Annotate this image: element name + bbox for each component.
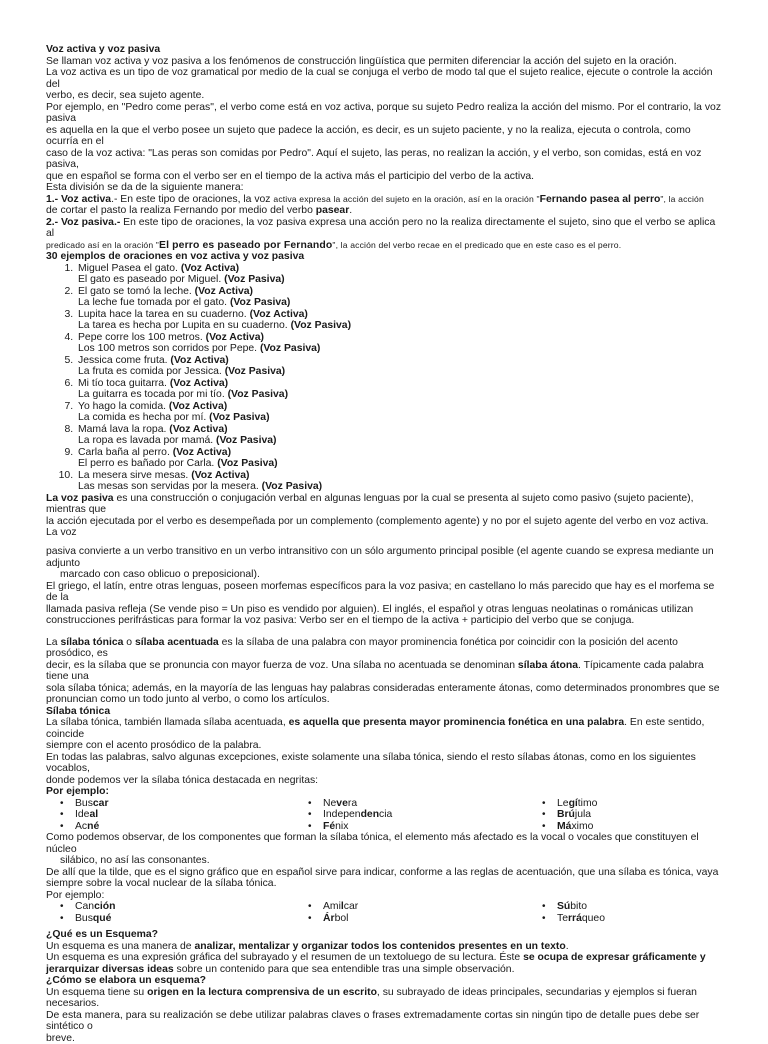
voz-section	[46, 44, 722, 539]
activa-definition: 1.- Voz activa.- En este tipo de oraciones, la voz activa expresa la acción del sujeto en la oración, así en la oración "Fernando pasea al perro", la acción	[46, 194, 722, 206]
activa-definition-cont: de cortar el pasto la realiza Fernando por medio del verbo pasear.	[46, 205, 722, 217]
intro-line: Esta división se da de la siguiente manera:	[46, 182, 722, 194]
intro-line: Por ejemplo, en "Pedro come peras", el verbo come está en voz activa, porque su sujeto Pedro realiza la acción del mismo. Por el contrario, la voz pasiva	[46, 102, 722, 125]
cont-line: construcciones perifrásticas para formar la voz pasiva: Verbo ser en el tiempo de la activa + participio del verbo que se conjuga.	[46, 615, 722, 627]
list-item: 6. Mi tío toca guitarra. (Voz Activa) La guitarra es tocada por mi tío. (Voz Pasiva)	[76, 378, 722, 401]
obs-line: Como podemos observar, de los componentes que forman la sílaba tónica, el elemento más afectado es la vocal o vocales que constituyen el núcleo	[46, 832, 722, 855]
list-item: • Ideal	[60, 809, 308, 821]
obs-line: Por ejemplo:	[46, 890, 722, 902]
esquema-line: Un esquema es una manera de analizar, mentalizar y organizar todos los contenidos presentes en un texto.	[46, 941, 722, 953]
list-item: • Buscar	[60, 798, 308, 810]
esquema-line: Un esquema tiene su origen en la lectura comprensiva de un escrito, su subrayado de ideas principales, secundarias y ejemplos si fueran necesarios.	[46, 987, 722, 1010]
silaba-line: pronuncian como un todo junto al verbo, o como los artículos.	[46, 694, 722, 706]
list-item: • Independencia	[308, 809, 542, 821]
esquema-line: jerarquizar diversas ideas sobre un contenido para que sea entendible tras una simple observación.	[46, 964, 722, 976]
silaba-line: siempre con el acento prosódico de la palabra.	[46, 740, 722, 752]
list-item: • Acné	[60, 821, 308, 833]
esquema-line: De esta manera, para su realización se debe utilizar palabras claves o frases extremadamente cortas sin ningún tipo de detalle pues debe ser sintético o	[46, 1010, 722, 1033]
examples-list	[46, 263, 722, 493]
closing-paragraph-cont: la acción ejecutada por el verbo es desempeñada por un complemento (complemento agente) y no por el sujeto agente del verbo en voz activa. La voz	[46, 516, 722, 539]
list-item: 9. Carla baña al perro. (Voz Activa) El perro es bañado por Carla. (Voz Pasiva)	[76, 447, 722, 470]
intro-line: La voz activa es un tipo de voz gramatical por medio de la cual se conjuga el verbo de modo tal que el sujeto realice, ejecute o controle la acción del	[46, 67, 722, 90]
intro-line: Se llaman voz activa y voz pasiva a los fenómenos de construcción lingüística que permiten diferenciar la acción del sujeto en la oración.	[46, 56, 722, 68]
list-item: • Árbol	[308, 913, 542, 925]
list-item: 3. Lupita hace la tarea en su cuaderno. (Voz Activa) La tarea es hecha por Lupita en su cuaderno. (Voz Pasiva)	[76, 309, 722, 332]
pasiva-definition-cont: predicado así en la oración "El perro es paseado por Fernando", la acción del verbo recae en el predicado que en este caso es el perro.	[46, 240, 722, 252]
obs-line: De allí que la tilde, que es el signo gráfico que en español sirve para indicar, conforme a las reglas de acentuación, que una sílaba es tónica, vaya	[46, 867, 722, 879]
tonica-examples-1	[46, 798, 722, 833]
intro-line: caso de la voz activa: "Las peras son comidas por Pedro". Aquí el sujeto, las peras, no realizan la acción, y el verbo, son comidas, está en voz pasiva,	[46, 148, 722, 171]
list-item: • Máximo	[542, 821, 712, 833]
list-item: • Fénix	[308, 821, 542, 833]
cont-line: pasiva convierte a un verbo transitivo en un verbo intransitivo con un sólo argumento principal posible (el agente cuando se expresa mediante un adjunto	[46, 546, 722, 569]
obs-line: silábico, no así las consonantes.	[46, 855, 722, 867]
list-item: 8. Mamá lava la ropa. (Voz Activa) La ropa es lavada por mamá. (Voz Pasiva)	[76, 424, 722, 447]
section-title: Voz activa y voz pasiva	[46, 44, 722, 56]
pasiva-definition: 2.- Voz pasiva.- En este tipo de oraciones, la voz pasiva expresa una acción pero no la realiza directamente el sujeto, sino que el verbo se aplica al	[46, 217, 722, 240]
silaba-line: La sílaba tónica, también llamada sílaba acentuada, es aquella que presenta mayor prominencia fonética en una palabra. En este sentido, coincide	[46, 717, 722, 740]
silaba-heading: Sílaba tónica	[46, 706, 722, 718]
silaba-esquema-section	[46, 546, 722, 1044]
silaba-line: La sílaba tónica o sílaba acentuada es la sílaba de una palabra con mayor prominencia fonética por coincidir con la posición del acento prosódico, es	[46, 637, 722, 660]
examples-title: 30 ejemplos de oraciones en voz activa y voz pasiva	[46, 251, 722, 263]
silaba-line: donde podemos ver la sílaba tónica destacada en negritas:	[46, 775, 722, 787]
esquema-line: breve.	[46, 1033, 722, 1044]
silaba-line: decir, es la sílaba que se pronuncia con mayor fuerza de voz. Una sílaba no acentuada se denominan sílaba átona. Típicamente cada palabra tiene una	[46, 660, 722, 683]
cont-line: marcado con caso oblicuo o preposicional).	[46, 569, 722, 581]
intro-line: verbo, es decir, sea sujeto agente.	[46, 90, 722, 102]
list-item: • Canción	[60, 901, 308, 913]
list-item: 7. Yo hago la comida. (Voz Activa) La comida es hecha por mí. (Voz Pasiva)	[76, 401, 722, 424]
list-item: • Brújula	[542, 809, 712, 821]
list-item: • Nevera	[308, 798, 542, 810]
intro-line: es aquella en la que el verbo posee un sujeto que padece la acción, es decir, es un sujeto paciente, y no la realiza, ejecuta o controla, como ocurría en el	[46, 125, 722, 148]
cont-line: El griego, el latín, entre otras lenguas, poseen morfemas específicos para la voz pasiva; en castellano lo más parecido que hay es el morfema se de la	[46, 581, 722, 604]
esquema-question: ¿Cómo se elabora un esquema?	[46, 975, 722, 987]
silaba-line: En todas las palabras, salvo algunas excepciones, existe solamente una sílaba tónica, siendo el resto sílabas átonas, como en los siguientes vocablos,	[46, 752, 722, 775]
esquema-question: ¿Qué es un Esquema?	[46, 929, 722, 941]
list-item: 1. Miguel Pasea el gato. (Voz Activa) El gato es paseado por Miguel. (Voz Pasiva)	[76, 263, 722, 286]
list-item: 5. Jessica come fruta. (Voz Activa) La fruta es comida por Jessica. (Voz Pasiva)	[76, 355, 722, 378]
list-item: • Amilcar	[308, 901, 542, 913]
list-item: • Terráqueo	[542, 913, 712, 925]
por-ejemplo-heading: Por ejemplo:	[46, 786, 722, 798]
esquema-line: Un esquema es una expresión gráfica del subrayado y el resumen de un textoluego de su lectura. Éste se ocupa de expresar gráficamente y	[46, 952, 722, 964]
closing-paragraph: La voz pasiva es una construcción o conjugación verbal en algunas lenguas por la cual se presenta al sujeto como pasivo (sujeto paciente), mientras que	[46, 493, 722, 516]
intro-line: que en español se forma con el verbo ser en el tiempo de la activa más el participio del verbo de la activa.	[46, 171, 722, 183]
obs-line: siempre sobre la vocal nuclear de la sílaba tónica.	[46, 878, 722, 890]
list-item: • Legítimo	[542, 798, 712, 810]
list-item: 4. Pepe corre los 100 metros. (Voz Activa) Los 100 metros son corridos por Pepe. (Voz Pasiva)	[76, 332, 722, 355]
cont-line: llamada pasiva refleja (Se vende piso = Un piso es vendido por alguien). El inglés, el español y otras lenguas neolatinas o románicas utilizan	[46, 604, 722, 616]
list-item: 10. La mesera sirve mesas. (Voz Activa) Las mesas son servidas por la mesera. (Voz Pasiva)	[76, 470, 722, 493]
list-item: • Busqué	[60, 913, 308, 925]
silaba-line: sola sílaba tónica; además, en la mayoría de las lenguas hay palabras consideradas enteramente átonas, como determinados pronombres que se	[46, 683, 722, 695]
tonica-examples-2	[46, 901, 722, 924]
list-item: • Súbito	[542, 901, 712, 913]
list-item: 2. El gato se tomó la leche. (Voz Activa) La leche fue tomada por el gato. (Voz Pasiva)	[76, 286, 722, 309]
